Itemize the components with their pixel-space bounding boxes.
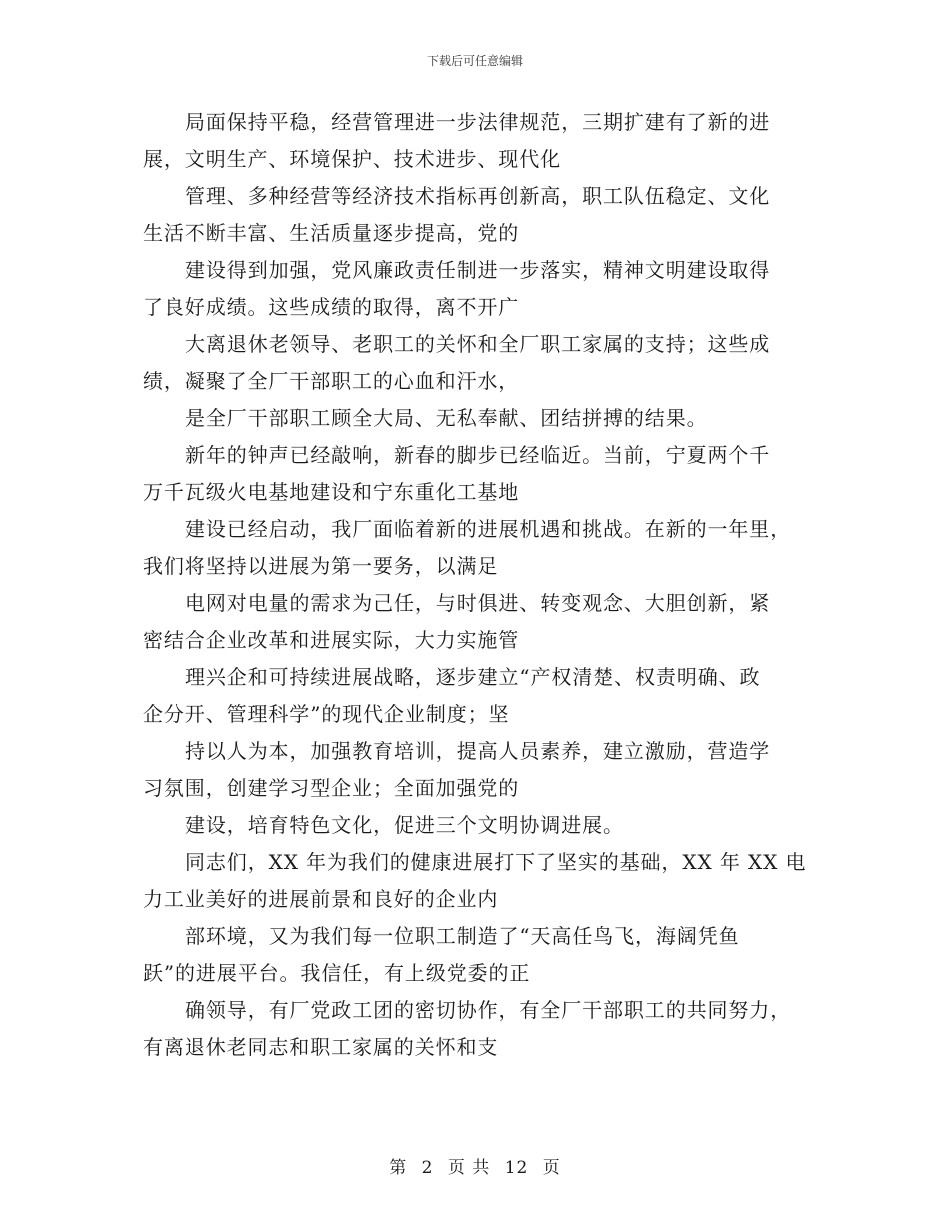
- document-body: [143, 104, 823, 1066]
- text-line: 万千瓦级火电基地建设和宁东重化工基地: [143, 480, 520, 504]
- text-line: 大离退休老领导、老职工的关怀和全厂职工家属的支持；这些成: [185, 332, 771, 356]
- text-line: 局面保持平稳，经营管理进一步法律规范，三期扩建有了新的进: [185, 110, 771, 134]
- paragraph: [143, 252, 823, 326]
- text-line: 建设得到加强，党风廉政责任制进一步落实，精神文明建设取得: [185, 258, 771, 282]
- paragraph: [143, 992, 823, 1066]
- text-line: 新年的钟声已经敲响，新春的脚步已经临近。当前，宁夏两个千: [185, 443, 771, 467]
- paragraph: [143, 807, 823, 844]
- paragraph: [143, 733, 823, 807]
- page-footer: [0, 1153, 950, 1178]
- header-text: 下载后可任意编辑: [426, 54, 523, 68]
- text-line: 持以人为本，加强教育培训，提高人员素养，建立激励，营造学: [185, 739, 771, 763]
- paragraph: [143, 659, 823, 733]
- footer-middle: 页 共: [447, 1158, 491, 1178]
- text-line: 了良好成绩。这些成绩的取得，离不开广: [143, 295, 520, 319]
- text-line: 是全厂干部职工顾全大局、无私奉献、团结拼搏的结果。: [185, 406, 708, 430]
- paragraph: [143, 178, 823, 252]
- paragraph: [143, 400, 823, 437]
- total-pages-number: 12: [504, 1158, 529, 1178]
- text-line: 展，文明生产、环境保护、技术进步、现代化: [143, 147, 561, 171]
- paragraph: [143, 918, 823, 992]
- text-line: 确领导，有厂党政工团的密切协作，有全厂干部职工的共同努力，: [185, 998, 792, 1022]
- paragraph: [143, 585, 823, 659]
- text-line: 习氛围，创建学习型企业；全面加强党的: [143, 776, 520, 800]
- text-line: 建设，培育特色文化，促进三个文明协调进展。: [185, 813, 624, 837]
- text-line: 理兴企和可持续进展战略，逐步建立“产权清楚、权责明确、政: [185, 665, 761, 689]
- text-line: 建设已经启动，我厂面临着新的进展机遇和挑战。在新的一年里，: [185, 517, 792, 541]
- text-line: 绩，凝聚了全厂干部职工的心血和汗水，: [143, 369, 520, 393]
- text-line: 管理、多种经营等经济技术指标再创新高，职工队伍稳定、文化: [185, 184, 771, 208]
- footer-prefix: 第: [389, 1158, 408, 1178]
- text-line: 生活不断丰富、生活质量逐步提高，党的: [143, 221, 520, 245]
- current-page-number: 2: [421, 1158, 434, 1178]
- text-line: 跃”的进展平台。我信任，有上级党委的正: [143, 961, 531, 985]
- paragraph: [143, 844, 823, 918]
- text-line: 电网对电量的需求为己任，与时俱进、转变观念、大胆创新，紧: [185, 591, 771, 615]
- paragraph: [143, 437, 823, 511]
- text-line: 同志们，XX 年为我们的健康进展打下了坚实的基础，XX 年 XX 电: [185, 850, 807, 874]
- text-line: 部环境，又为我们每一位职工制造了“天高任鸟飞，海阔凭鱼: [185, 924, 740, 948]
- page-header: [0, 52, 950, 69]
- paragraph: [143, 511, 823, 585]
- text-line: 力工业美好的进展前景和良好的企业内: [143, 887, 499, 911]
- text-line: 企分开、管理科学”的现代企业制度；坚: [143, 702, 510, 726]
- text-line: 我们将坚持以进展为第一要务，以满足: [143, 554, 499, 578]
- footer-suffix: 页: [542, 1158, 561, 1178]
- paragraph: [143, 326, 823, 400]
- text-line: 密结合企业改革和进展实际，大力实施管: [143, 628, 520, 652]
- text-line: 有离退休老同志和职工家属的关怀和支: [143, 1035, 499, 1059]
- paragraph: [143, 104, 823, 178]
